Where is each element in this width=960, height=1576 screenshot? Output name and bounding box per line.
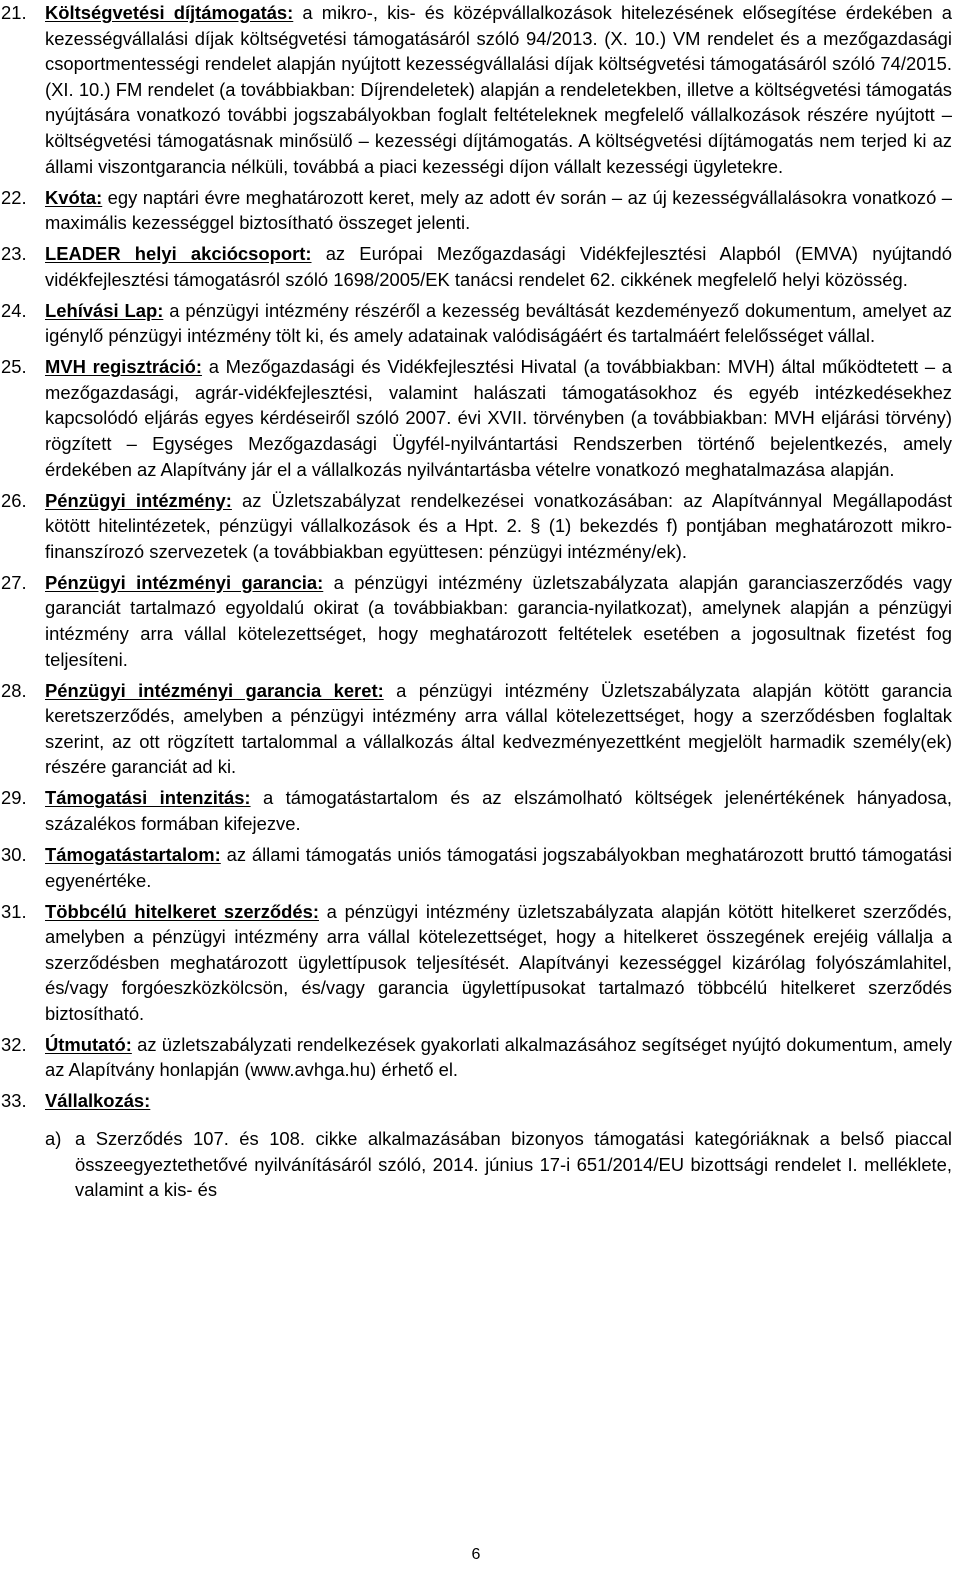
subitem-marker: a)	[45, 1128, 62, 1150]
definition-21	[0, 0, 952, 179]
definition-subitem-a	[45, 1126, 952, 1203]
definition-number: 28.	[1, 679, 27, 701]
definition-term: Támogatástartalom:	[45, 843, 221, 865]
definition-23	[0, 241, 952, 292]
definition-text: a pénzügyi intézmény részéről a kezesség beváltását kezdeményező dokumentum, amelyet az igénylő pénzügyi intézmény tölt ki, és amely adatainak valódiságáért és tartalmáért felelősséget vállal.	[45, 299, 953, 347]
definition-number: 31.	[1, 900, 27, 922]
definition-number: 30.	[1, 843, 27, 865]
definition-term: Támogatási intenzitás:	[45, 787, 251, 809]
definition-27	[0, 570, 952, 672]
definition-31	[0, 899, 952, 1027]
definition-number: 21.	[1, 2, 27, 23]
definition-22	[0, 185, 952, 236]
definition-text: a pénzügyi intézmény Üzletszabályzata alapján kötött garancia keretszerződés, amelyben a pénzügyi intézmény arra vállal kötelezettséget, hogy a szerződésben foglaltak szerint, az ott rögzített tartalommal a vállalkozás által kedvezményezettként megjelölt harmadik személy(ek) részére garanciát ad ki.	[45, 679, 952, 778]
definition-term: LEADER helyi akciócsoport:	[45, 243, 312, 265]
definition-term: Kvóta:	[45, 186, 103, 208]
definition-text: a mikro-, kis- és középvállalkozások hitelezésének elősegítése érdekében a kezességvállalási díjak költségvetési támogatásáról szóló 94/2013. (X. 10.) VM rendelet és a mezőgazdasági csoportmentességi rendelet alapján nyújtott kezességvállalási díjak költségvetési támogatásáról szóló 74/2015. (XI. 10.) FM rendelet (a továbbiakban: Díjrendeletek) alapján a rendeletekben, illetve a költségvetési támogatás nyújtására vonatkozó további jogszabályokban foglalt feltételeknek megfelelő vállalkozások részére nyújtott – költségvetési támogatásnak minősülő – kezességi díjtámogatás. A költségvetési díjtámogatás nem terjed ki az állami viszontgarancia nélküli, továbbá a piaci kezességi díjon vállalt kezességi ügyletekre.	[45, 2, 952, 177]
definition-term: Pénzügyi intézményi garancia:	[45, 571, 324, 593]
definition-32	[0, 1032, 952, 1083]
subitem-text: a Szerződés 107. és 108. cikke alkalmazásában bizonyos támogatási kategóriáknak a belső piaccal összeegyeztethetővé nyilvánításáról szóló, 2014. június 17-i 651/2014/EU bizottsági rendelet I. melléklete, valamint a kis- és	[75, 1128, 952, 1201]
page-number: 6	[471, 1546, 481, 1563]
definition-33	[0, 1088, 952, 1202]
definition-number: 24.	[1, 299, 27, 321]
definition-30	[0, 842, 952, 893]
definition-term: Pénzügyi intézményi garancia keret:	[45, 679, 384, 701]
definition-term: Költségvetési díjtámogatás:	[45, 2, 294, 23]
definition-text: az Üzletszabályzat rendelkezései vonatkozásában: az Alapítvánnyal Megállapodást kötött hitelintézetek, pénzügyi vállalkozások és a Hpt. 2. § (1) bekezdés f) pontjában meghatározott mikro-finanszírozó szervezetek (a továbbiakban együttesen: pénzügyi intézmény/ek).	[45, 489, 952, 562]
definition-term: Útmutató:	[45, 1033, 132, 1055]
definition-term: Lehívási Lap:	[45, 299, 164, 321]
definition-26	[0, 488, 952, 565]
definition-number: 27.	[1, 571, 27, 593]
definition-term: Többcélú hitelkeret szerződés:	[45, 900, 319, 922]
definition-number: 26.	[1, 489, 27, 511]
definition-text: az üzletszabályzati rendelkezések gyakorlati alkalmazásához segítséget nyújtó dokumentum, amely az Alapítvány honlapján (www.avhga.hu) érhető el.	[45, 1033, 952, 1081]
definition-29	[0, 785, 952, 836]
definition-28	[0, 678, 952, 780]
definition-24	[0, 298, 952, 349]
definition-25	[0, 354, 952, 482]
definition-text: egy naptári évre meghatározott keret, mely az adott év során – az új kezességvállalásokra vonatkozó – maximális kezességgel biztosítható összeget jelenti.	[45, 186, 952, 234]
definition-text: a pénzügyi intézmény üzletszabályzata alapján garanciaszerződés vagy garanciát tartalmazó egyoldalú okirat (a továbbiakban: garancia-nyilatkozat), amelynek alapján a pénzügyi intézmény arra vállal kötelezettséget, hogy meghatározott feltételek esetében a jogosultnak fizetést fog teljesíteni.	[45, 571, 952, 670]
definition-text: az Európai Mezőgazdasági Vidékfejlesztési Alapból (EMVA) nyújtandó vidékfejlesztési támogatásról szóló 1698/2005/EK tanácsi rendelet 62. cikkének megfelelő helyi közösség.	[45, 243, 953, 290]
definition-number: 33.	[1, 1090, 27, 1112]
definition-number: 29.	[1, 787, 27, 809]
definition-term: Pénzügyi intézmény:	[45, 489, 232, 511]
definition-term: Vállalkozás:	[45, 1090, 151, 1112]
definition-text: az állami támogatás uniós támogatási jogszabályokban meghatározott bruttó támogatási egyenértéke.	[45, 843, 952, 891]
definition-text: a pénzügyi intézmény üzletszabályzata alapján kötött hitelkeret szerződés, amelyben a pénzügyi intézmény arra vállal kötelezettséget, hogy a hitelkeret összegének erejéig vállalja a szerződésben meghatározott ügylettípusok teljesítését. Alapítványi kezességgel kizárólag folyószámlahitel, és/vagy forgóeszközkölcsön, és/vagy garancia ügylettípusokat tartalmazó többcélú hitelkeret szerződés biztosítható.	[45, 900, 952, 1024]
definition-number: 23.	[1, 243, 27, 265]
definition-text: a támogatástartalom és az elszámolható költségek jelenértékének hányadosa, százalékos formában kifejezve.	[45, 787, 953, 834]
definition-text: a Mezőgazdasági és Vidékfejlesztési Hivatal (a továbbiakban: MVH) által működtetett – a mezőgazdasági, agrár-vidékfejlesztési, valamint halászati támogatásokhoz és egyéb intézkedésekhez kapcsolódó eljárás egyes kérdéseiről szóló 2007. évi XVII. törvényben (a továbbiakban: MVH eljárási törvény) rögzített – Egységes Mezőgazdasági Ügyfél-nyilvántartási Rendszerben történő bejelentkezés, amely érdekében az Alapítvány jár el a vállalkozás nyilvántartásba vételre vonatkozó meghatalmazása alapján.	[45, 356, 953, 480]
definition-number: 22.	[1, 186, 27, 208]
definition-number: 25.	[1, 356, 27, 378]
definition-term: MVH regisztráció:	[45, 356, 202, 378]
definition-number: 32.	[1, 1033, 27, 1055]
